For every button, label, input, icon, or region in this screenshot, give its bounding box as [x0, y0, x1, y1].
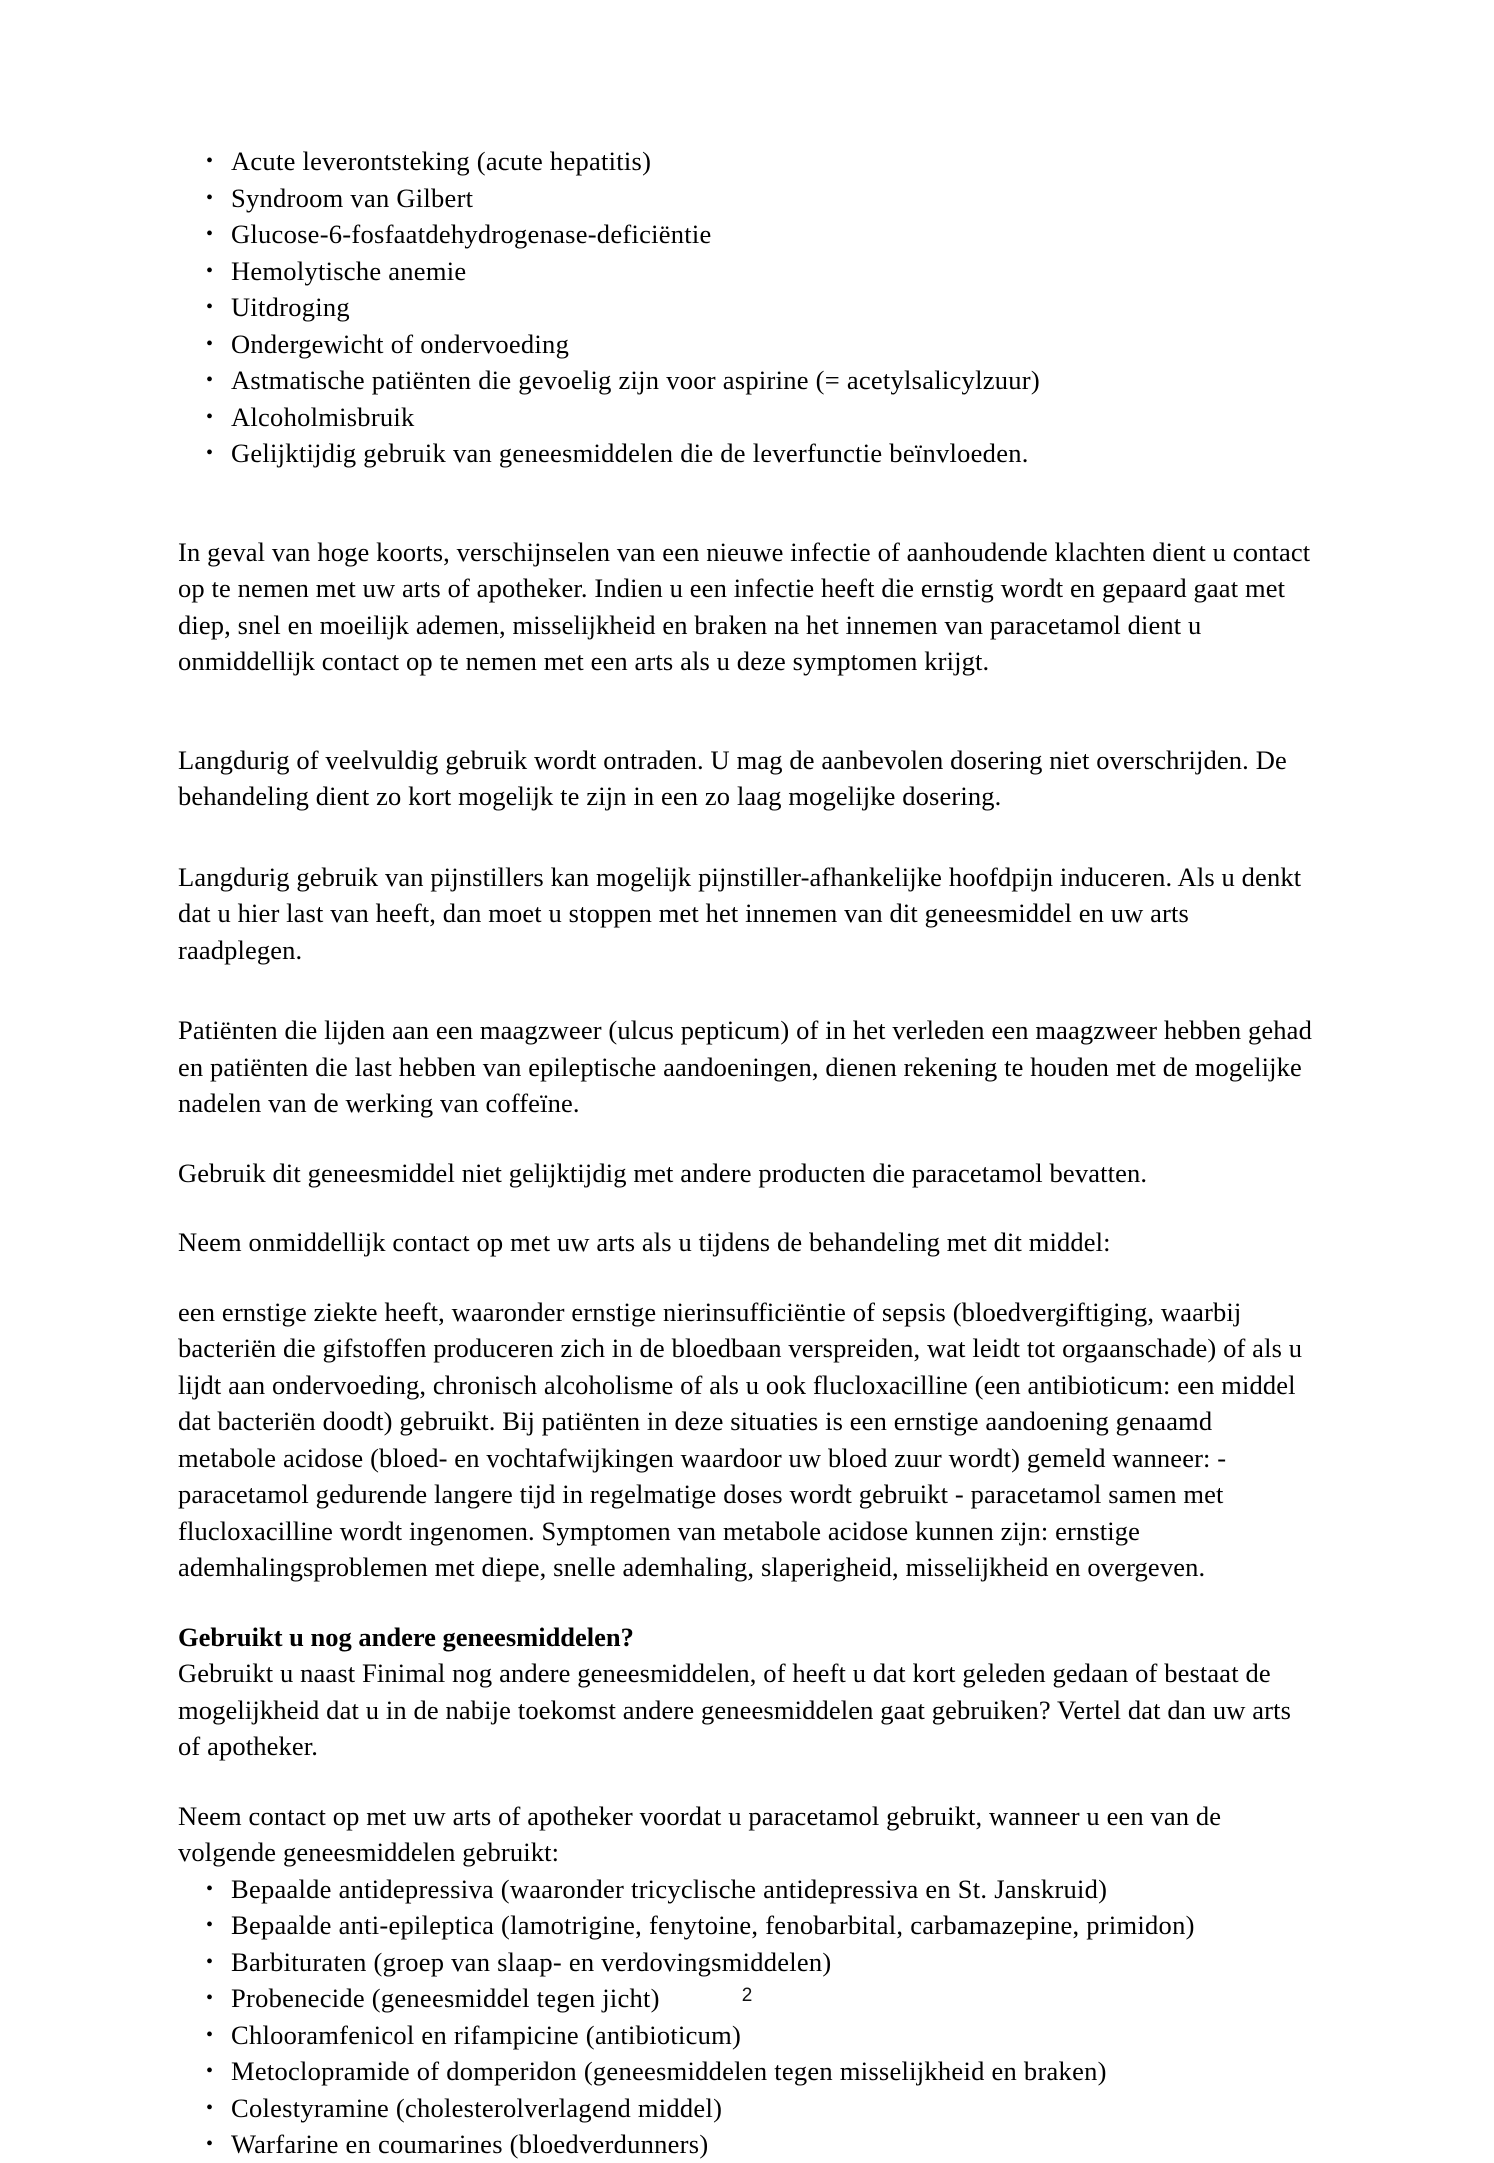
list-item: • Probenecide (geneesmiddel tegen jicht) — [178, 1980, 1313, 2017]
paragraph-painkiller-headache: Langdurig gebruik van pijnstillers kan mogelijk pijnstiller-afhankelijke hoofdpijn induceren. Als u denkt dat u hier last van heeft, dan moet u stoppen met het innemen van dit geneesmiddel en uw arts raadplegen. — [178, 861, 1302, 965]
list-item: • Colestyramine (cholesterolverlagend middel) — [178, 2090, 1313, 2127]
list-item: • Warfarine en coumarines (bloedverdunners) — [178, 2126, 1313, 2163]
paragraph-other-medicines: Gebruikt u naast Finimal nog andere geneesmiddelen, of heeft u dat kort geleden gedaan of bestaat de mogelijkheid dat u in de nabije toekomst andere geneesmiddelen gaat gebruiken? Vertel dat dan uw arts of apotheker. — [178, 1658, 1292, 1761]
paragraph-fever-infection: In geval van hoge koorts, verschijnselen van een nieuwe infectie of aanhoudende klachten dient u contact op te nemen met uw arts of apotheker. Indien u een infectie heeft die ernstig wordt en gepaard gaat met diep, snel en moeilijk ademen, misselijkheid en braken na het innemen van paracetamol dient u onmiddellijk contact op te nemen met een arts als u deze symptomen krijgt. — [178, 536, 1311, 676]
spacer — [178, 1765, 1313, 1798]
interacting-medicines-list — [178, 1871, 1313, 2163]
spacer — [178, 472, 1313, 534]
list-item: • Acute leverontsteking (acute hepatitis) — [178, 143, 1313, 180]
list-item: • Gelijktijdig gebruik van geneesmiddelen die de leverfunctie beïnvloeden. — [178, 435, 1313, 472]
list-item: • Hemolytische anemie — [178, 253, 1313, 290]
list-item: • Barbituraten (groep van slaap- en verdovingsmiddelen) — [178, 1944, 1313, 1981]
spacer — [178, 680, 1313, 742]
list-item: • Bepaalde antidepressiva (waaronder tricyclische antidepressiva en St. Janskruid) — [178, 1871, 1313, 1908]
list-item: • Syndroom van Gilbert — [178, 180, 1313, 217]
page-content — [178, 143, 1313, 2163]
paragraph-consult-before-use: Neem contact op met uw arts of apotheker voordat u paracetamol gebruikt, wanneer u een van de volgende geneesmiddelen gebruikt: — [178, 1800, 1222, 1867]
list-item: • Ondergewicht of ondervoeding — [178, 326, 1313, 363]
paragraph-ulcer-epilepsy: Patiënten die lijden aan een maagzweer (ulcus pepticum) of in het verleden een maagzweer hebben gehad en patiënten die last hebben van epileptische aandoeningen, dienen rekening te houden met de mogelijke nadelen van de werking van coffeïne. — [178, 1015, 1312, 1118]
paragraph-no-combination: Gebruik dit geneesmiddel niet gelijktijdig met andere producten die paracetamol bevatten. — [178, 1157, 1148, 1188]
list-item: • Astmatische patiënten die gevoelig zijn voor aspirine (= acetylsalicylzuur) — [178, 362, 1313, 399]
paragraph-contact-doctor: Neem onmiddellijk contact op met uw arts als u tijdens de behandeling met dit middel: — [178, 1227, 1111, 1257]
list-item: • Metoclopramide of domperidon (geneesmiddelen tegen misselijkheid en braken) — [178, 2053, 1313, 2090]
spacer — [178, 1261, 1313, 1294]
list-item: • Alcoholmisbruik — [178, 399, 1313, 436]
page-number: 2 — [741, 1985, 753, 2006]
paragraph-serious-illness: een ernstige ziekte heeft, waaronder ernstige nierinsufficiëntie of sepsis (bloedvergiftiging, waarbij bacteriën die gifstoffen produceren zich in de bloedbaan verspreiden, wat leidt tot orgaanschade) of als u lijdt aan ondervoeding, chronisch alcoholisme of als u ook flucloxacilline (een antibioticum: een middel dat bacteriën doodt) gebruikt. Bij patiënten in deze situaties is een ernstige aandoening genaamd metabole acidose (bloed- en vochtafwijkingen waardoor uw bloed zuur wordt) gemeld wanneer: - paracetamol gedurende langere tijd in regelmatige doses wordt gebruikt - paracetamol samen met flucloxacilline wordt ingenomen. Symptomen van metabole acidose kunnen zijn: ernstige ademhalingsproblemen met diepe, snelle ademhaling, slaperigheid, misselijkheid en overgeven. — [178, 1296, 1303, 1582]
list-item: • Bepaalde anti-epileptica (lamotrigine, fenytoine, fenobarbital, carbamazepine, primidon) — [178, 1907, 1313, 1944]
list-item: • Chlooramfenicol en rifampicine (antibioticum) — [178, 2017, 1313, 2054]
spacer — [178, 1122, 1313, 1155]
contraindications-list — [178, 143, 1313, 472]
spacer — [178, 1586, 1313, 1619]
spacer — [178, 815, 1313, 859]
list-item: • Glucose-6-fosfaatdehydrogenase-deficiëntie — [178, 216, 1313, 253]
paragraph-prolonged-use: Langdurig of veelvuldig gebruik wordt ontraden. U mag de aanbevolen dosering niet overschrijden. De behandeling dient zo kort mogelijk te zijn in een zo laag mogelijke dosering. — [178, 744, 1287, 811]
list-item: • Uitdroging — [178, 289, 1313, 326]
section-heading-other-medicines: Gebruikt u nog andere geneesmiddelen? — [178, 1621, 634, 1652]
spacer — [178, 1191, 1313, 1224]
spacer — [178, 968, 1313, 1012]
